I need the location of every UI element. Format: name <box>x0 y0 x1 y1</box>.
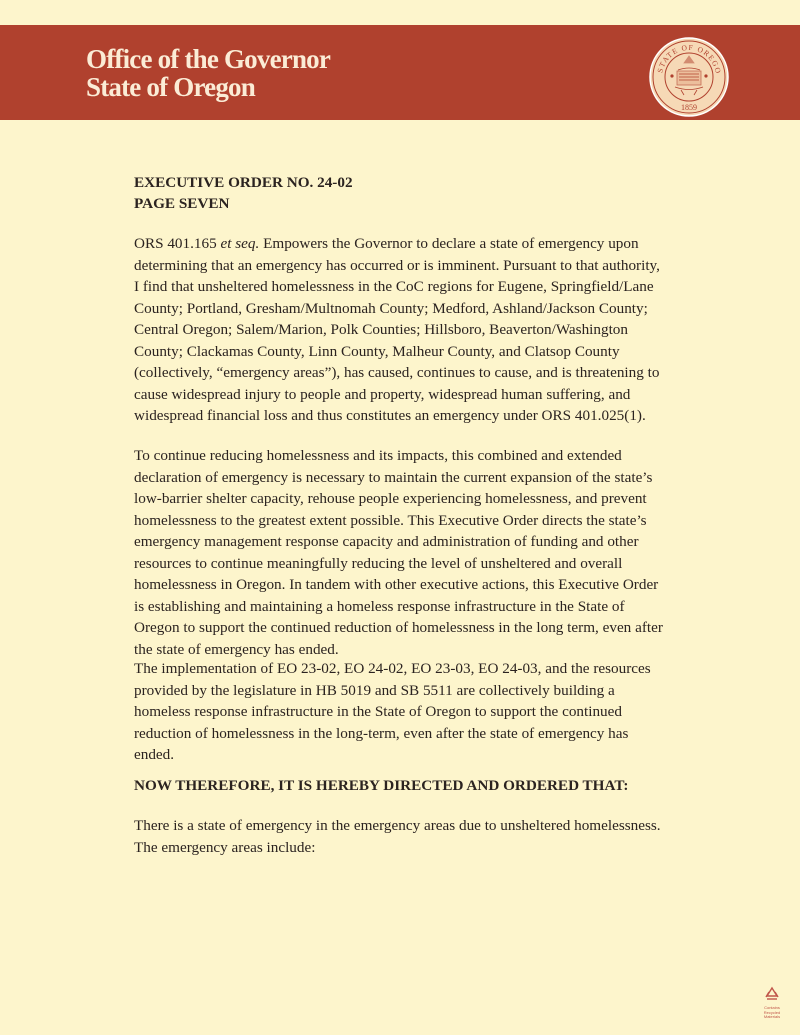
seal-year: 1859 <box>681 103 697 112</box>
order-title: EXECUTIVE ORDER NO. 24-02 <box>134 174 353 191</box>
executive-order-page <box>134 172 664 856</box>
paragraph-2: To continue reducing homelessness and its impacts, this combined and extended declaration of emergency is necessary to maintain the current expansion of the state’s low-barrier shelter capacity, rehouse people experiencing homelessness, and prevent homelessness to the greatest extent possible. This Executive Order directs the state’s emergency management response capacity and administration of funding and other resources to continue meaningfully reducing the level of unsheltered and overall homelessness in Oregon. In tandem with other executive actions, this Executive Order is establishing and maintaining a homeless response infrastructure in the State of Oregon to support the continued reduction of homelessness in the long term, even after the state of emergency has ended. <box>134 447 663 658</box>
letterhead-title-line1: Office of the Governor <box>86 44 331 74</box>
paragraph-1-italic: et seq. <box>220 235 260 252</box>
paragraph-3: The implementation of EO 23-02, EO 24-02, EO 23-03, EO 24-03, and the resources provided by the legislature in HB 5019 and SB 5511 are collectively building a homeless response infrastructure in the State of Oregon to support the continued reduction of homelessness in the long-term, even after the state of emergency has ended. <box>134 660 651 763</box>
paragraph-4: There is a state of emergency in the emergency areas due to unsheltered homelessness. The emergency areas include: <box>134 817 661 856</box>
oregon-state-seal-icon <box>648 36 730 118</box>
paragraph-1-rest: Empowers the Governor to declare a state of emergency upon determining that an emergency has occurred or is imminent. Pursuant to that authority, I find that unsheltered homelessness in the CoC regions for Eugene, Springfield/Lane County; Portland, Gresham/Multnomah County; Medford, Ashland/Jackson County; Central Oregon; Salem/Marion, Polk Counties; Hillsboro, Beaverton/Washington County; Clackamas County, Linn County, Malheur County, and Clatsop County (collectively, “emergency areas”), has caused, continues to cause, and is threatening to cause widespread injury to people and property, widespread human suffering, and widespread financial loss and thus constitutes an emergency under ORS 401.025(1). <box>134 235 660 424</box>
seal-top-text: STATE OF OREGO <box>655 42 723 75</box>
letterhead-title <box>86 45 330 101</box>
page-label: PAGE SEVEN <box>134 195 230 212</box>
letterhead-title-line2: State of Oregon <box>86 72 255 102</box>
recycle-label: Contains Recycled Materials <box>763 1005 781 1019</box>
paragraph-1 <box>134 233 664 427</box>
directive-heading: NOW THEREFORE, IT IS HEREBY DIRECTED AND ORDERED THAT: <box>134 777 629 794</box>
paragraph-1-lead: ORS 401.165 <box>134 235 221 252</box>
